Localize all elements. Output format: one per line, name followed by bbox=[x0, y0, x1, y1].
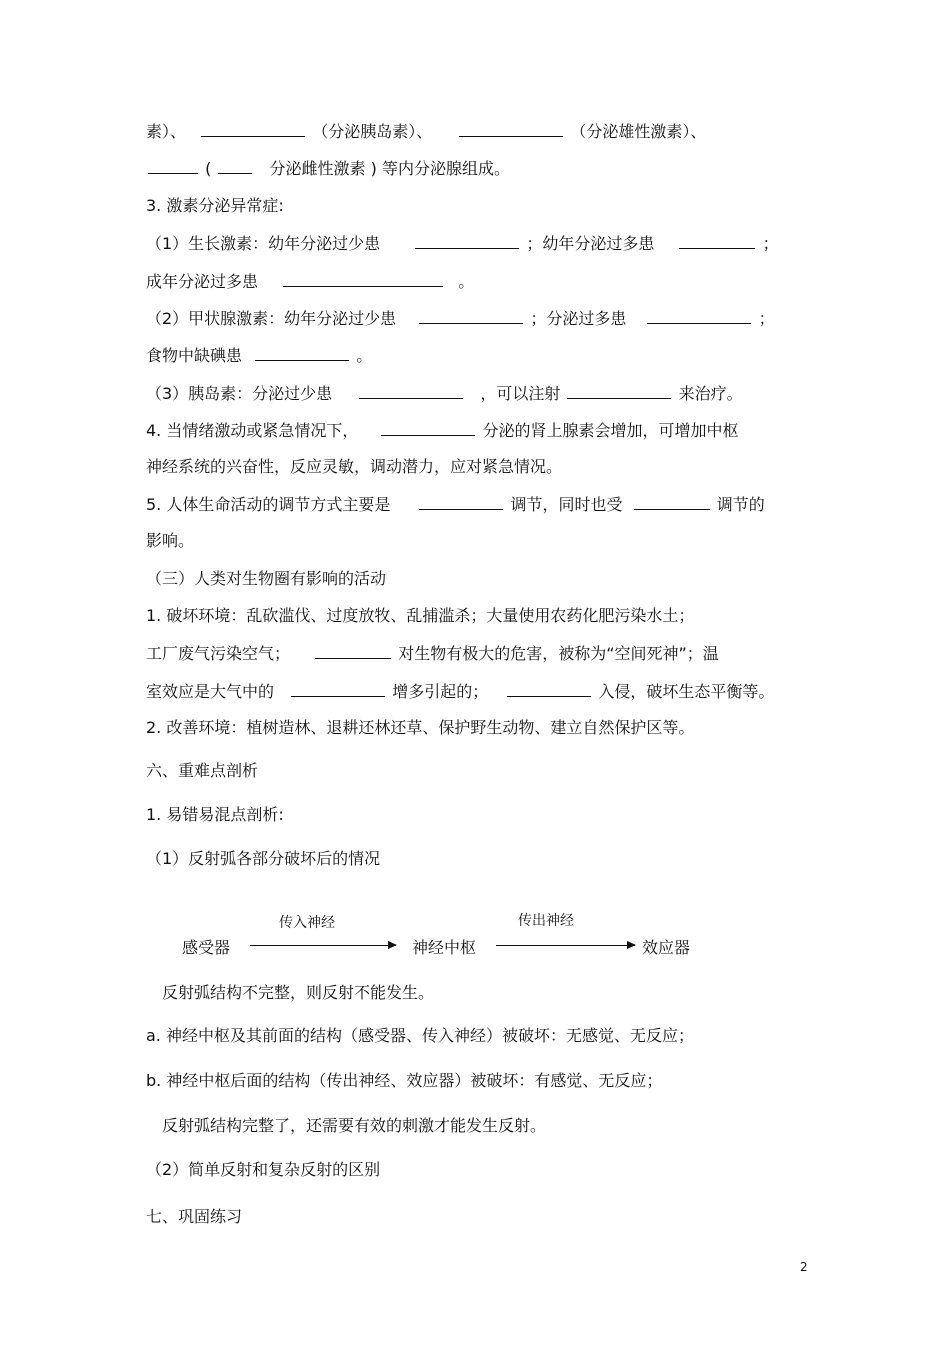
text-line bbox=[146, 530, 194, 552]
page-number: 2 bbox=[800, 1260, 808, 1274]
text-segment: 5. 人体生命活动的调节方式主要是 bbox=[146, 495, 391, 514]
efferent-arrow bbox=[496, 945, 635, 946]
fill-blank[interactable] bbox=[218, 157, 252, 174]
text-line bbox=[146, 419, 739, 441]
fill-blank[interactable] bbox=[567, 382, 671, 399]
text-line bbox=[146, 605, 694, 627]
fill-blank[interactable] bbox=[415, 232, 519, 249]
text-segment: 反射弧结构不完整，则反射不能发生。 bbox=[162, 983, 435, 1002]
text-segment: 1. 破坏环境：乱砍滥伐、过度放牧、乱捕滥杀；大量使用农药化肥污染水土； bbox=[146, 606, 695, 625]
text-segment: ；分泌过多患 bbox=[530, 309, 627, 328]
text-line bbox=[162, 1115, 546, 1137]
effector-node: 效应器 bbox=[642, 938, 691, 957]
text-segment: 调节，同时也受 bbox=[510, 495, 623, 514]
text-line bbox=[146, 307, 775, 329]
fill-blank[interactable] bbox=[419, 307, 523, 324]
text-line bbox=[146, 848, 380, 870]
fill-blank[interactable] bbox=[255, 344, 349, 361]
text-segment: （3）胰岛素：分泌过少患 bbox=[146, 384, 333, 403]
text-line bbox=[146, 157, 510, 179]
text-line bbox=[146, 270, 474, 292]
text-line bbox=[146, 642, 719, 664]
text-segment: ( bbox=[205, 159, 212, 178]
text-segment: 室效应是大气中的 bbox=[146, 682, 275, 701]
text-segment: 调节的 bbox=[716, 495, 765, 514]
text-segment: 反射弧结构完整了，还需要有效的刺激才能发生反射。 bbox=[162, 1116, 547, 1135]
text-segment: 分泌的肾上腺素会增加，可增加中枢 bbox=[482, 421, 739, 440]
text-segment: 成年分泌过多患 bbox=[146, 272, 259, 291]
fill-blank[interactable] bbox=[291, 680, 385, 697]
text-segment: 。 bbox=[458, 272, 475, 291]
fill-blank[interactable] bbox=[315, 642, 391, 659]
text-line bbox=[146, 344, 372, 366]
text-segment: 分泌雌性激素 ) 等内分泌腺组成。 bbox=[269, 159, 510, 178]
text-segment: 来治疗。 bbox=[678, 384, 743, 403]
text-segment: b. 神经中枢后面的结构（传出神经、效应器）被破坏：有感觉、无反应； bbox=[146, 1071, 663, 1090]
text-segment: ；幼年分泌过多患 bbox=[526, 234, 655, 253]
text-segment: 六、重难点剖析 bbox=[146, 761, 259, 780]
fill-blank[interactable] bbox=[647, 307, 751, 324]
text-line bbox=[146, 1025, 694, 1047]
text-segment: 影响。 bbox=[146, 531, 195, 550]
fill-blank[interactable] bbox=[459, 120, 563, 137]
text-segment: a. 神经中枢及其前面的结构（感受器、传入神经）被破坏：无感觉、无反应； bbox=[146, 1026, 694, 1045]
section-heading bbox=[146, 1206, 242, 1228]
afferent-label: 传入神经 bbox=[279, 915, 335, 931]
fill-blank[interactable] bbox=[419, 493, 503, 510]
efferent-label: 传出神经 bbox=[518, 913, 574, 929]
fill-blank[interactable] bbox=[381, 419, 475, 436]
text-line bbox=[146, 1159, 380, 1181]
text-line bbox=[146, 120, 706, 142]
text-line bbox=[146, 717, 694, 739]
text-segment: 神经系统的兴奋性，反应灵敏，调动潜力，应对紧急情况。 bbox=[146, 457, 563, 476]
text-line bbox=[146, 493, 765, 515]
fill-blank[interactable] bbox=[359, 382, 463, 399]
text-line bbox=[146, 456, 562, 478]
text-line bbox=[146, 382, 743, 404]
text-line bbox=[146, 232, 779, 254]
text-segment: 对生物有极大的危害，被称为“空间死神”；温 bbox=[398, 644, 719, 663]
fill-blank[interactable] bbox=[634, 493, 710, 510]
text-segment: 3. 激素分泌异常症: bbox=[146, 196, 284, 215]
text-segment: 增多引起的； bbox=[392, 682, 489, 701]
receptor-node: 感受器 bbox=[182, 938, 231, 957]
text-line bbox=[146, 1070, 662, 1092]
fill-blank[interactable] bbox=[148, 157, 198, 174]
fill-blank[interactable] bbox=[283, 270, 443, 287]
fill-blank[interactable] bbox=[679, 232, 755, 249]
text-segment: 4. 当情绪激动或紧急情况下， bbox=[146, 421, 359, 440]
afferent-arrow bbox=[250, 945, 396, 946]
text-line bbox=[146, 804, 284, 826]
text-segment: （三）人类对生物圈有影响的活动 bbox=[146, 569, 387, 588]
section-heading bbox=[146, 568, 386, 590]
text-line bbox=[146, 195, 284, 217]
text-segment: （1）反射弧各部分破坏后的情况 bbox=[146, 849, 381, 868]
text-segment: （2）甲状腺激素：幼年分泌过少患 bbox=[146, 309, 397, 328]
text-segment: 2. 改善环境：植树造林、退耕还林还草、保护野生动物、建立自然保护区等。 bbox=[146, 718, 695, 737]
text-segment: 工厂废气污染空气； bbox=[146, 644, 291, 663]
text-segment: （1）生长激素：幼年分泌过少患 bbox=[146, 234, 381, 253]
text-segment: （分泌雄性激素）、 bbox=[570, 122, 707, 141]
fill-blank[interactable] bbox=[507, 680, 591, 697]
fill-blank[interactable] bbox=[201, 120, 305, 137]
center-node: 神经中枢 bbox=[412, 938, 477, 957]
text-segment: 食物中缺碘患 bbox=[146, 346, 243, 365]
text-segment: （2）简单反射和复杂反射的区别 bbox=[146, 1160, 381, 1179]
text-segment: 素）、 bbox=[146, 122, 187, 141]
text-segment: 七、巩固练习 bbox=[146, 1207, 243, 1226]
text-segment: 1. 易错易混点剖析: bbox=[146, 805, 284, 824]
text-line bbox=[162, 982, 434, 1004]
text-segment: ； bbox=[758, 309, 775, 328]
section-heading bbox=[146, 760, 258, 782]
text-line bbox=[146, 680, 774, 702]
text-segment: （分泌胰岛素）、 bbox=[312, 122, 433, 141]
text-segment: ； bbox=[762, 234, 779, 253]
text-segment: 入侵，破坏生态平衡等。 bbox=[598, 682, 775, 701]
text-segment: ，可以注射 bbox=[480, 384, 561, 403]
text-segment: 。 bbox=[356, 346, 373, 365]
